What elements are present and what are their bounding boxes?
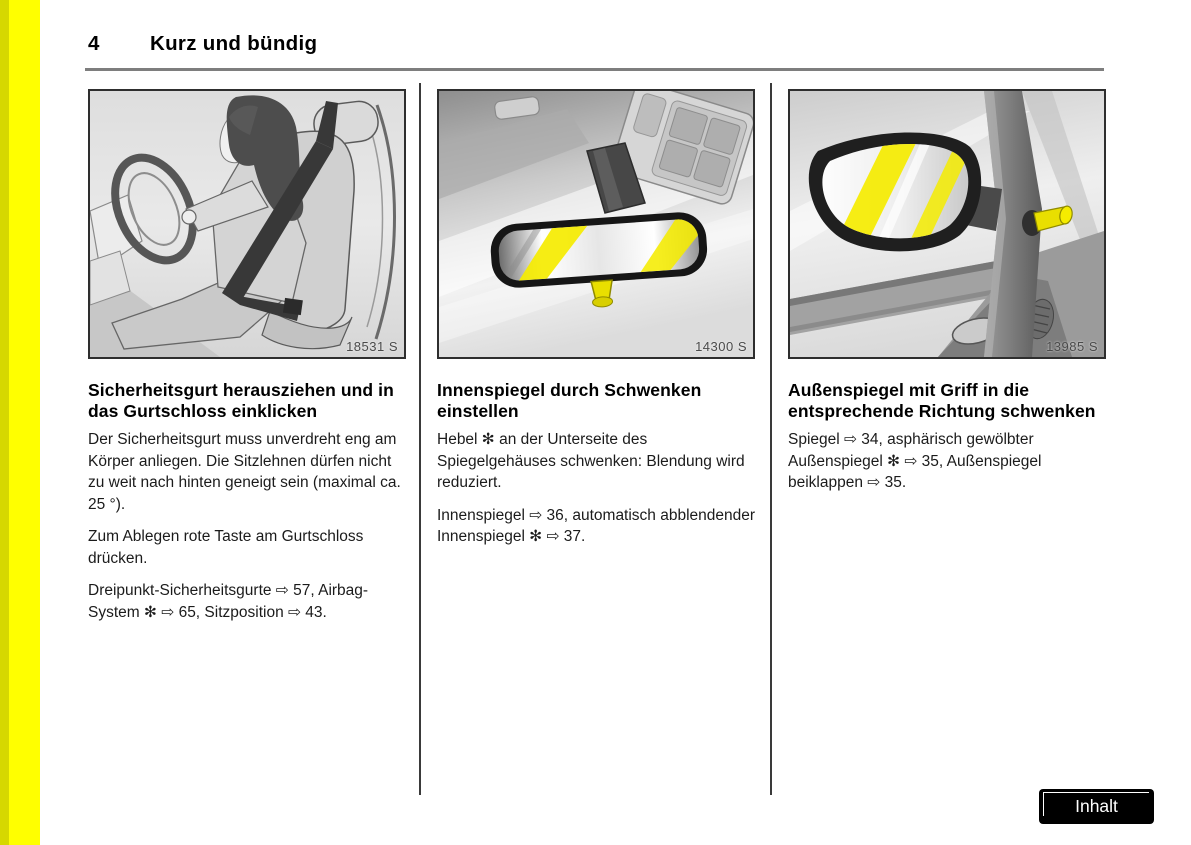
section-heading: Innenspiegel durch Schwenken einstellen (437, 380, 702, 421)
seatbelt-illustration (90, 91, 404, 357)
section-heading: Außenspiegel mit Griff in die entsprechende Richtung schwenken (788, 380, 1096, 421)
page-title: Kurz und bündig (150, 32, 318, 55)
column-divider (419, 83, 421, 795)
exterior-mirror-illustration (790, 91, 1104, 357)
header-rule (85, 68, 1104, 71)
paragraph: Zum Ablegen rote Taste am Gurtschloss drücken. (88, 528, 364, 567)
paragraph: Dreipunkt-Sicherheitsgurte ⇨ 57, Airbag-System ✻ ⇨ 65, Sitzposition ⇨ 43. (88, 582, 369, 621)
column-exterior-mirror (788, 89, 1106, 505)
page-edge-stripe (0, 0, 40, 845)
figure-label: 13985 S (1046, 339, 1098, 354)
page-header (88, 32, 317, 56)
section-heading: Sicherheitsgurt herausziehen und in das Gurtschloss einklicken (88, 380, 394, 421)
column-divider (770, 83, 772, 795)
paragraph: Hebel ✻ an der Unterseite des Spiegelgehäuses schwenken: Blendung wird reduziert. (437, 431, 745, 491)
interior-mirror-figure (437, 89, 755, 359)
column-seatbelt (88, 89, 406, 634)
column-interior-mirror (437, 89, 755, 559)
paragraph: Innenspiegel ⇨ 36, automatisch abblendender Innenspiegel ✻ ⇨ 37. (437, 506, 756, 545)
paragraph: Der Sicherheitsgurt muss unverdreht eng am Körper anliegen. Die Sitzlehnen dürfen nicht zu weit nach hinten geneigt sein (maximal ca. 25 °). (88, 431, 401, 513)
exterior-mirror-figure (788, 89, 1106, 359)
inhalt-button-label: Inhalt (1075, 796, 1118, 816)
figure-label: 18531 S (346, 339, 398, 354)
figure-label: 14300 S (695, 339, 747, 354)
inhalt-button[interactable] (1039, 789, 1154, 824)
interior-mirror-illustration (439, 91, 753, 357)
page-number: 4 (88, 32, 100, 55)
seatbelt-figure (88, 89, 406, 359)
paragraph: Spiegel ⇨ 34, asphärisch gewölbter Außenspiegel ✻ ⇨ 35, Außenspiegel beiklappen ⇨ 35. (788, 431, 1042, 491)
